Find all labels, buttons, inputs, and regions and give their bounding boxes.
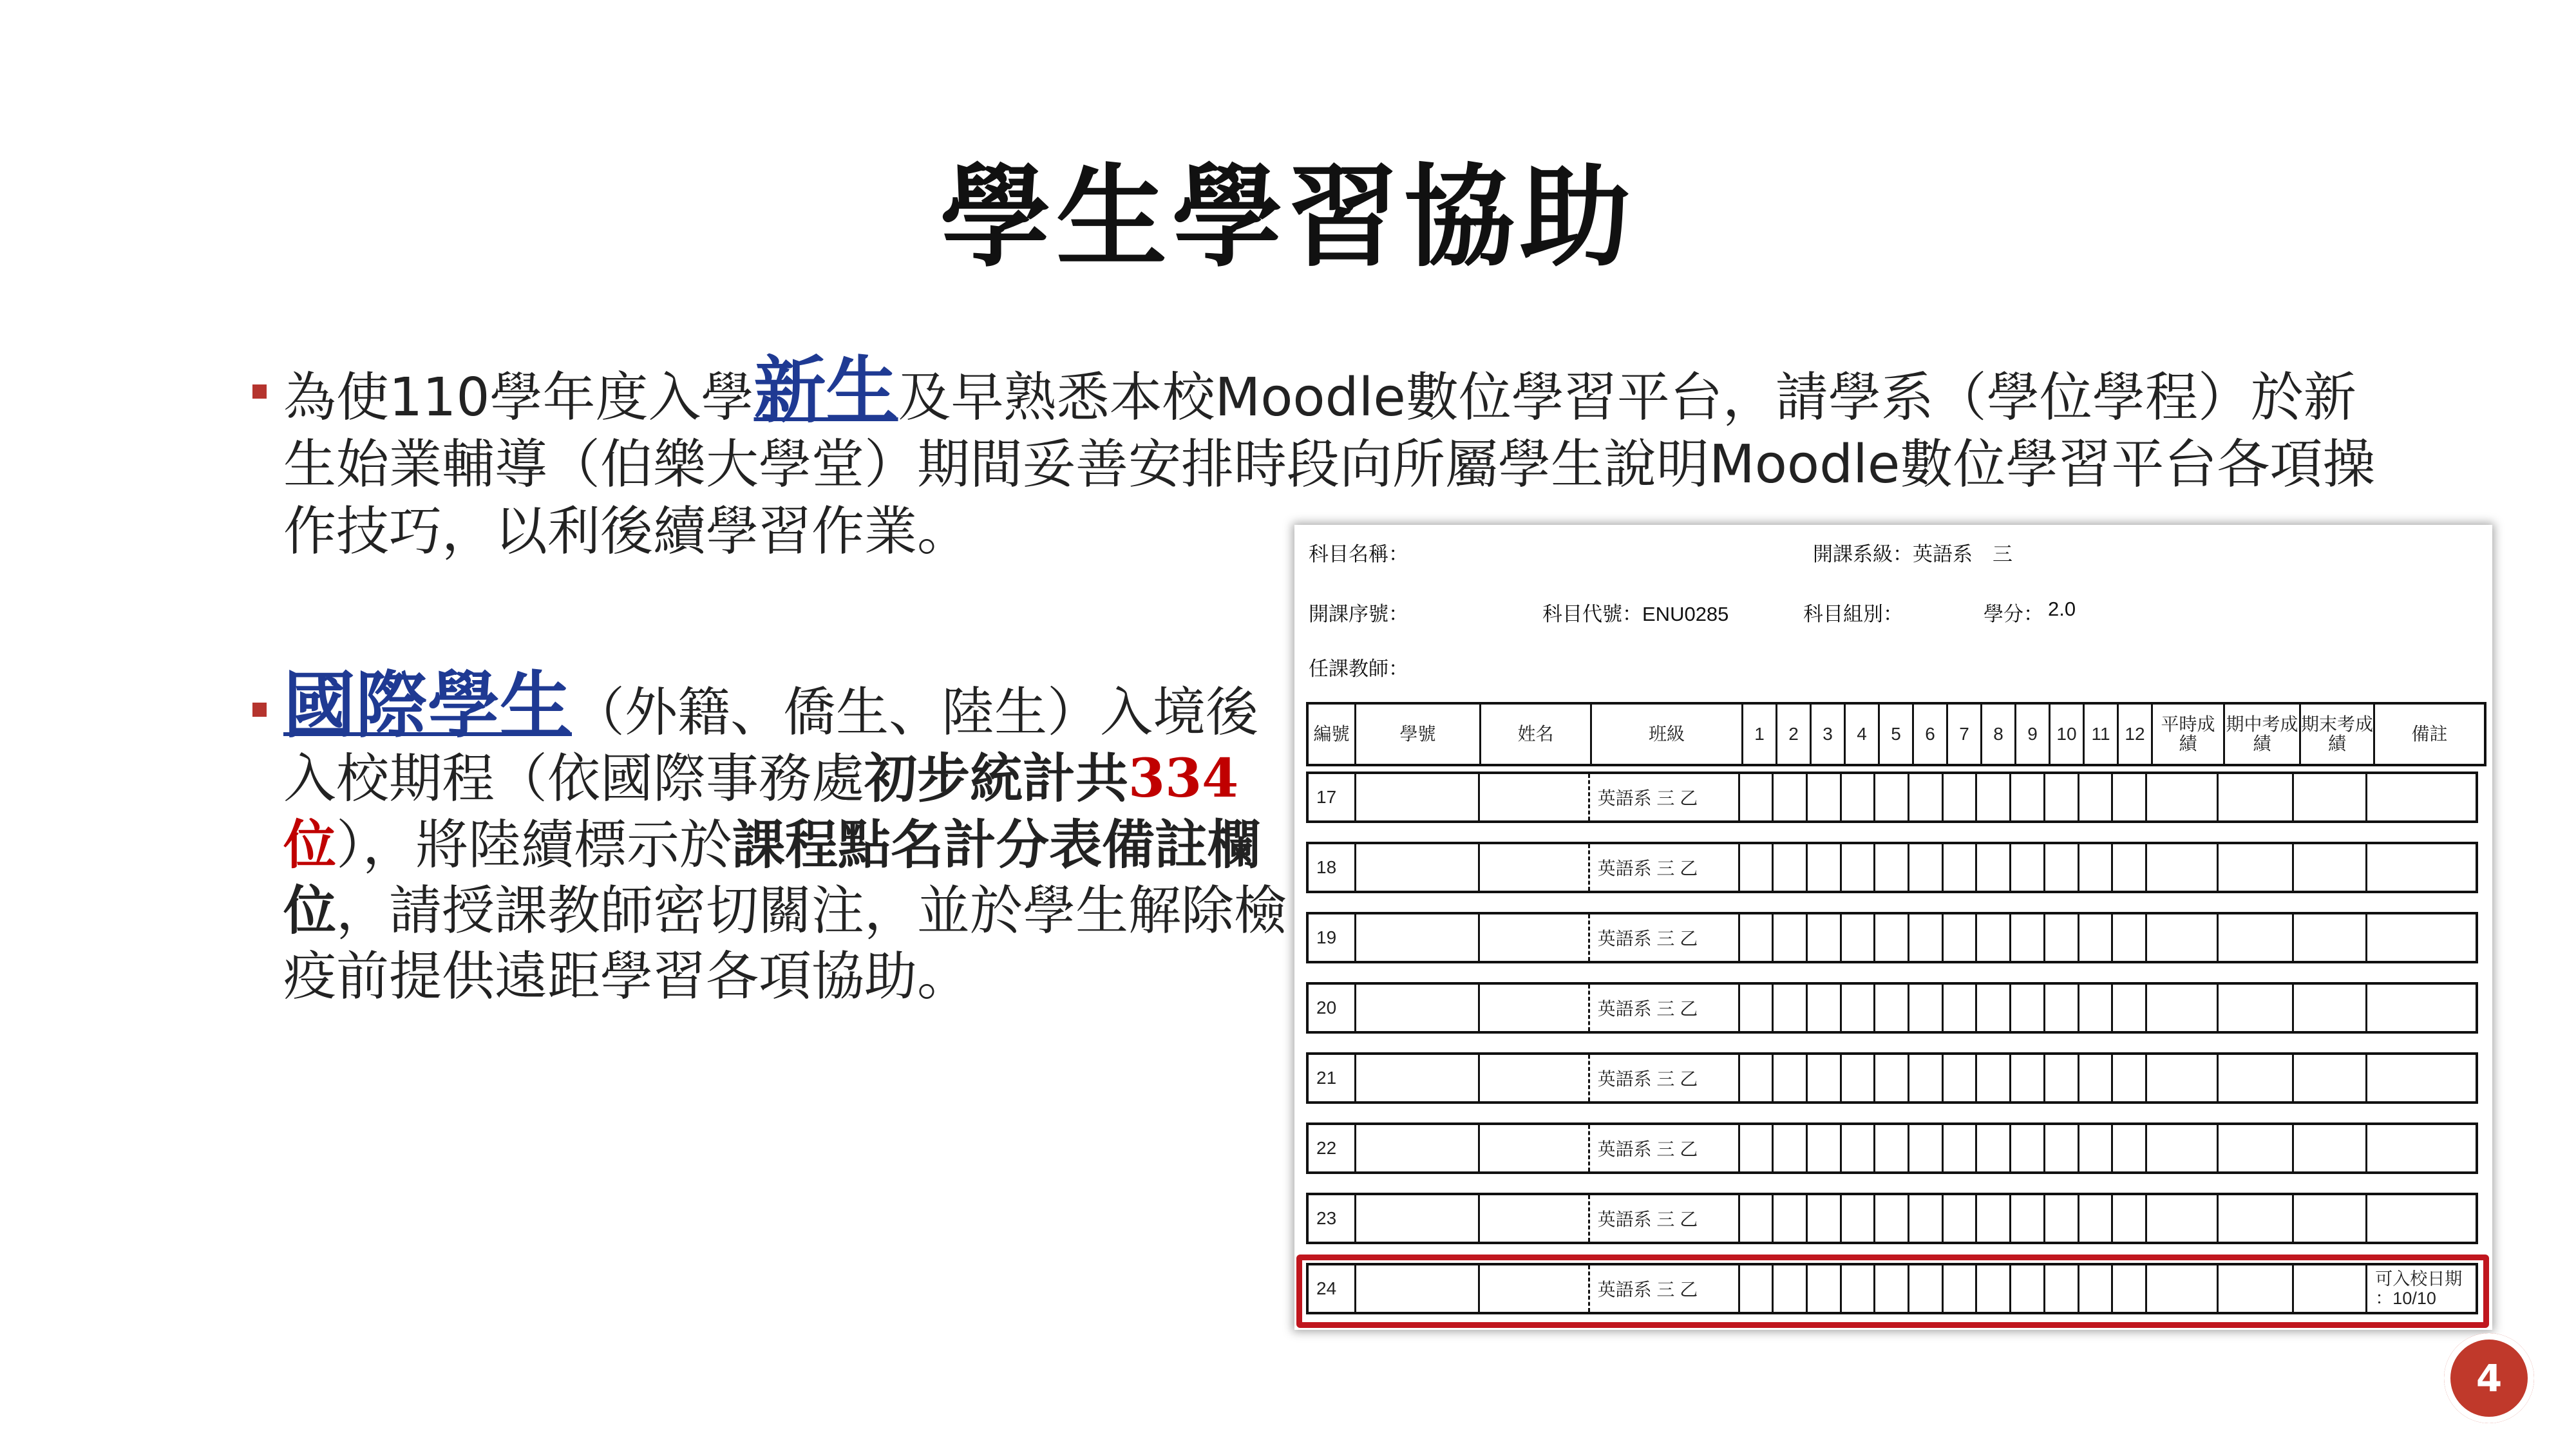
cell-empty (2011, 844, 2045, 891)
cell-no: 17 (1309, 774, 1356, 820)
col-regular-score: 平時成績 (2153, 705, 2225, 764)
bullet1-highlight: 新生 (753, 349, 898, 433)
cell-empty (1842, 1195, 1876, 1242)
bullet1-text-post: 及早熟悉本校Moodle數位學習平台，請學系（學位學程）於新生始業輔導（伯樂大學堂）期間妥善安排時段向所屬學生說明Moodle數位學習平台各項操作技巧，以利後續學習作業。 (283, 367, 2376, 562)
cell-remarks (2367, 1125, 2476, 1171)
cell-empty (2045, 1125, 2079, 1171)
cell-empty (1808, 1195, 1842, 1242)
subject-name-label: 科目名稱： (1309, 543, 1408, 565)
highlight-box (1296, 1255, 2489, 1328)
table-row (1306, 982, 2478, 1034)
cell-empty (1977, 844, 2011, 891)
cell-empty (2011, 985, 2045, 1031)
col-week: 9 (2016, 705, 2050, 764)
bullet2-text-2: ），將陸續標示於 (336, 815, 733, 876)
cell-empty (2294, 914, 2367, 961)
col-week: 10 (2050, 705, 2085, 764)
cell-empty (2079, 914, 2114, 961)
cell-no: 24 (1309, 1265, 1356, 1312)
cell-empty (2113, 844, 2147, 891)
cell-empty (2113, 914, 2147, 961)
cell-no: 19 (1309, 914, 1356, 961)
cell-empty (1875, 1125, 1909, 1171)
col-week: 7 (1948, 705, 1982, 764)
cell-empty (2045, 1055, 2079, 1101)
teacher-label: 任課教師： (1309, 658, 1408, 680)
cell-empty (1774, 985, 1808, 1031)
table-row (1306, 912, 2478, 963)
page-number: 4 (2476, 1356, 2503, 1400)
cell-empty (2113, 1055, 2147, 1101)
cell-empty (2113, 985, 2147, 1031)
cell-no: 23 (1309, 1195, 1356, 1242)
col-no: 編號 (1309, 705, 1356, 764)
col-week: 4 (1846, 705, 1880, 764)
cell-empty (1842, 844, 1876, 891)
cell-empty (2079, 774, 2114, 820)
cell-empty (1740, 774, 1774, 820)
table-row (1306, 1122, 2478, 1174)
cell-class: 英語系 三 乙 (1590, 985, 1740, 1031)
cell-empty (2045, 844, 2079, 891)
cell-empty (2219, 844, 2294, 891)
cell-empty (1944, 1195, 1978, 1242)
cell-empty (2079, 1195, 2114, 1242)
cell-empty (1977, 774, 2011, 820)
cell-empty (2294, 844, 2367, 891)
cell-empty (2011, 774, 2045, 820)
cell-empty (1944, 774, 1978, 820)
cell-empty (2147, 774, 2219, 820)
col-week: 1 (1743, 705, 1777, 764)
cell-no: 21 (1309, 1055, 1356, 1101)
col-week: 8 (1982, 705, 2016, 764)
bullet1-text-pre: 為使110學年度入學 (283, 367, 754, 428)
cell-empty (1774, 914, 1808, 961)
cell-remarks (2367, 1195, 2476, 1242)
cell-empty (1944, 985, 1978, 1031)
bullet-marker (252, 384, 267, 399)
remark-line: 可入校日期 (2375, 1269, 2463, 1289)
cell-empty (1842, 985, 1876, 1031)
cell-empty (1842, 1125, 1876, 1171)
cell-empty (1875, 914, 1909, 961)
slide-title: 學生學習協助 (940, 153, 1636, 282)
cell-empty (1842, 774, 1876, 820)
cell-remarks (2367, 985, 2476, 1031)
cell-empty (1480, 1125, 1590, 1171)
cell-empty (2147, 844, 2219, 891)
cell-empty (1909, 985, 1944, 1031)
cell-empty (1909, 844, 1944, 891)
cell-empty (2294, 1055, 2367, 1101)
cell-class: 英語系 三 乙 (1590, 1265, 1740, 1312)
cell-empty (1875, 1195, 1909, 1242)
cell-empty (1977, 1125, 2011, 1171)
cell-empty (2113, 774, 2147, 820)
cell-class: 英語系 三 乙 (1590, 1055, 1740, 1101)
cell-empty (2219, 774, 2294, 820)
cell-empty (1977, 985, 2011, 1031)
cell-empty (1842, 1055, 1876, 1101)
cell-empty (1875, 1055, 1909, 1101)
cell-empty (1356, 1195, 1480, 1242)
bullet2-bold-2: 課程點名計分表備註欄位 (283, 815, 1261, 942)
cell-empty (2294, 1125, 2367, 1171)
cell-empty (2011, 914, 2045, 961)
cell-empty (1875, 844, 1909, 891)
cell-empty (1909, 1055, 1944, 1101)
col-final-score: 期末考成績 (2301, 705, 2375, 764)
cell-empty (1977, 914, 2011, 961)
cell-empty (2011, 1195, 2045, 1242)
cell-empty (1480, 1055, 1590, 1101)
cell-empty (1774, 1195, 1808, 1242)
cell-empty (1356, 844, 1480, 891)
cell-no: 18 (1309, 844, 1356, 891)
cell-empty (2045, 914, 2079, 961)
cell-empty (1480, 774, 1590, 820)
col-remarks: 備註 (2411, 724, 2448, 744)
bullet2-text-3: ，請授課教師密切關注，並於學生解除檢疫前提供遠距學習各項協助。 (283, 880, 1287, 1007)
cell-empty (1740, 1055, 1774, 1101)
cell-empty (1909, 774, 1944, 820)
cell-class: 英語系 三 乙 (1590, 1195, 1740, 1242)
table-row (1306, 772, 2478, 823)
group-label: 科目組別： (1803, 603, 1903, 625)
cell-empty (1944, 1055, 1978, 1101)
cell-empty (1480, 985, 1590, 1031)
cell-class: 英語系 三 乙 (1590, 774, 1740, 820)
cell-empty (1480, 1195, 1590, 1242)
serial-label: 開課序號： (1309, 603, 1408, 625)
cell-empty (1875, 985, 1909, 1031)
col-class: 班級 (1592, 705, 1743, 764)
page-number-badge (2444, 1333, 2534, 1423)
cell-empty (1774, 774, 1808, 820)
dept-label: 開課系級：英語系 三 (1813, 543, 2012, 565)
cell-empty (1977, 1195, 2011, 1242)
col-week: 2 (1777, 705, 1812, 764)
table-header (1306, 702, 2486, 766)
cell-empty (1740, 1195, 1774, 1242)
cell-empty (1909, 1195, 1944, 1242)
cell-empty (2045, 774, 2079, 820)
table-row (1306, 1052, 2478, 1104)
cell-empty (2079, 1125, 2114, 1171)
col-student-id: 學號 (1356, 705, 1481, 764)
cell-empty (2113, 1195, 2147, 1242)
cell-empty (1480, 914, 1590, 961)
bullet-marker (252, 703, 267, 717)
bullet-international-students (283, 664, 1288, 1010)
cell-empty (1909, 1125, 1944, 1171)
cell-empty (2147, 914, 2219, 961)
col-midterm-score: 期中考成績 (2225, 705, 2301, 764)
cell-empty (2147, 985, 2219, 1031)
cell-empty (2045, 985, 2079, 1031)
cell-empty (1356, 1125, 1480, 1171)
cell-empty (2079, 985, 2114, 1031)
cell-empty (1944, 1125, 1978, 1171)
cell-empty (2219, 1125, 2294, 1171)
cell-empty (1774, 844, 1808, 891)
cell-empty (1774, 1055, 1808, 1101)
cell-remarks (2367, 774, 2476, 820)
cell-empty (1842, 914, 1876, 961)
cell-empty (1356, 774, 1480, 820)
bullet2-bold-1: 初步統計共 (864, 748, 1129, 810)
cell-remarks (2367, 914, 2476, 961)
cell-empty (1356, 1055, 1480, 1101)
bullet2-text-1: （外籍、僑生、陸生）入境後入校期程（依國際事務處 (283, 682, 1259, 810)
col-week: 11 (2085, 705, 2119, 764)
cell-no: 22 (1309, 1125, 1356, 1171)
cell-empty (2079, 844, 2114, 891)
cell-empty (2045, 1195, 2079, 1242)
cell-empty (2079, 1055, 2114, 1101)
col-week: 3 (1812, 705, 1846, 764)
table-row (1306, 1193, 2478, 1244)
cell-empty (2219, 1055, 2294, 1101)
cell-class: 英語系 三 乙 (1590, 844, 1740, 891)
cell-empty (1480, 844, 1590, 891)
cell-empty (2294, 774, 2367, 820)
cell-empty (1356, 985, 1480, 1031)
cell-empty (1808, 774, 1842, 820)
bullet2-count: 334位 (283, 748, 1239, 876)
cell-empty (1808, 1055, 1842, 1101)
cell-no: 20 (1309, 985, 1356, 1031)
cell-class: 英語系 三 乙 (1590, 1125, 1740, 1171)
cell-empty (1944, 844, 1978, 891)
cell-empty (1875, 774, 1909, 820)
cell-class: 英語系 三 乙 (1590, 914, 1740, 961)
col-week: 6 (1914, 705, 1948, 764)
cell-empty (1808, 985, 1842, 1031)
cell-remarks (2367, 1055, 2476, 1101)
bullet2-highlight: 國際學生 (283, 664, 572, 748)
cell-empty (1356, 914, 1480, 961)
cell-empty (1808, 1125, 1842, 1171)
cell-empty (1740, 1125, 1774, 1171)
cell-empty (2011, 1055, 2045, 1101)
cell-empty (1808, 844, 1842, 891)
cell-empty (1944, 914, 1978, 961)
cell-empty (1740, 985, 1774, 1031)
cell-empty (1740, 844, 1774, 891)
cell-empty (2219, 914, 2294, 961)
cell-empty (2219, 985, 2294, 1031)
cell-empty (1977, 1055, 2011, 1101)
cell-empty (2147, 1125, 2219, 1171)
credit-label: 學分： (1984, 603, 2043, 625)
cell-empty (1808, 914, 1842, 961)
cell-empty (2011, 1125, 2045, 1171)
cell-empty (1774, 1125, 1808, 1171)
cell-empty (2147, 1195, 2219, 1242)
col-name: 姓名 (1481, 705, 1592, 764)
code-label: 科目代號：ENU0285 (1542, 603, 1729, 625)
col-week: 12 (2119, 705, 2153, 764)
cell-empty (1909, 914, 1944, 961)
cell-remarks (2367, 844, 2476, 891)
remark-date: ：10/10 (2375, 1289, 2436, 1308)
cell-empty (2294, 985, 2367, 1031)
table-row (1306, 842, 2478, 893)
cell-empty (2219, 1195, 2294, 1242)
cell-empty (2147, 1055, 2219, 1101)
cell-empty (2294, 1195, 2367, 1242)
roll-call-sheet-image (1294, 525, 2492, 1330)
cell-empty (1740, 914, 1774, 961)
table-body (1306, 772, 2478, 1333)
credit-value: 2.0 (2048, 598, 2076, 620)
col-week: 5 (1880, 705, 1914, 764)
cell-empty (2113, 1125, 2147, 1171)
